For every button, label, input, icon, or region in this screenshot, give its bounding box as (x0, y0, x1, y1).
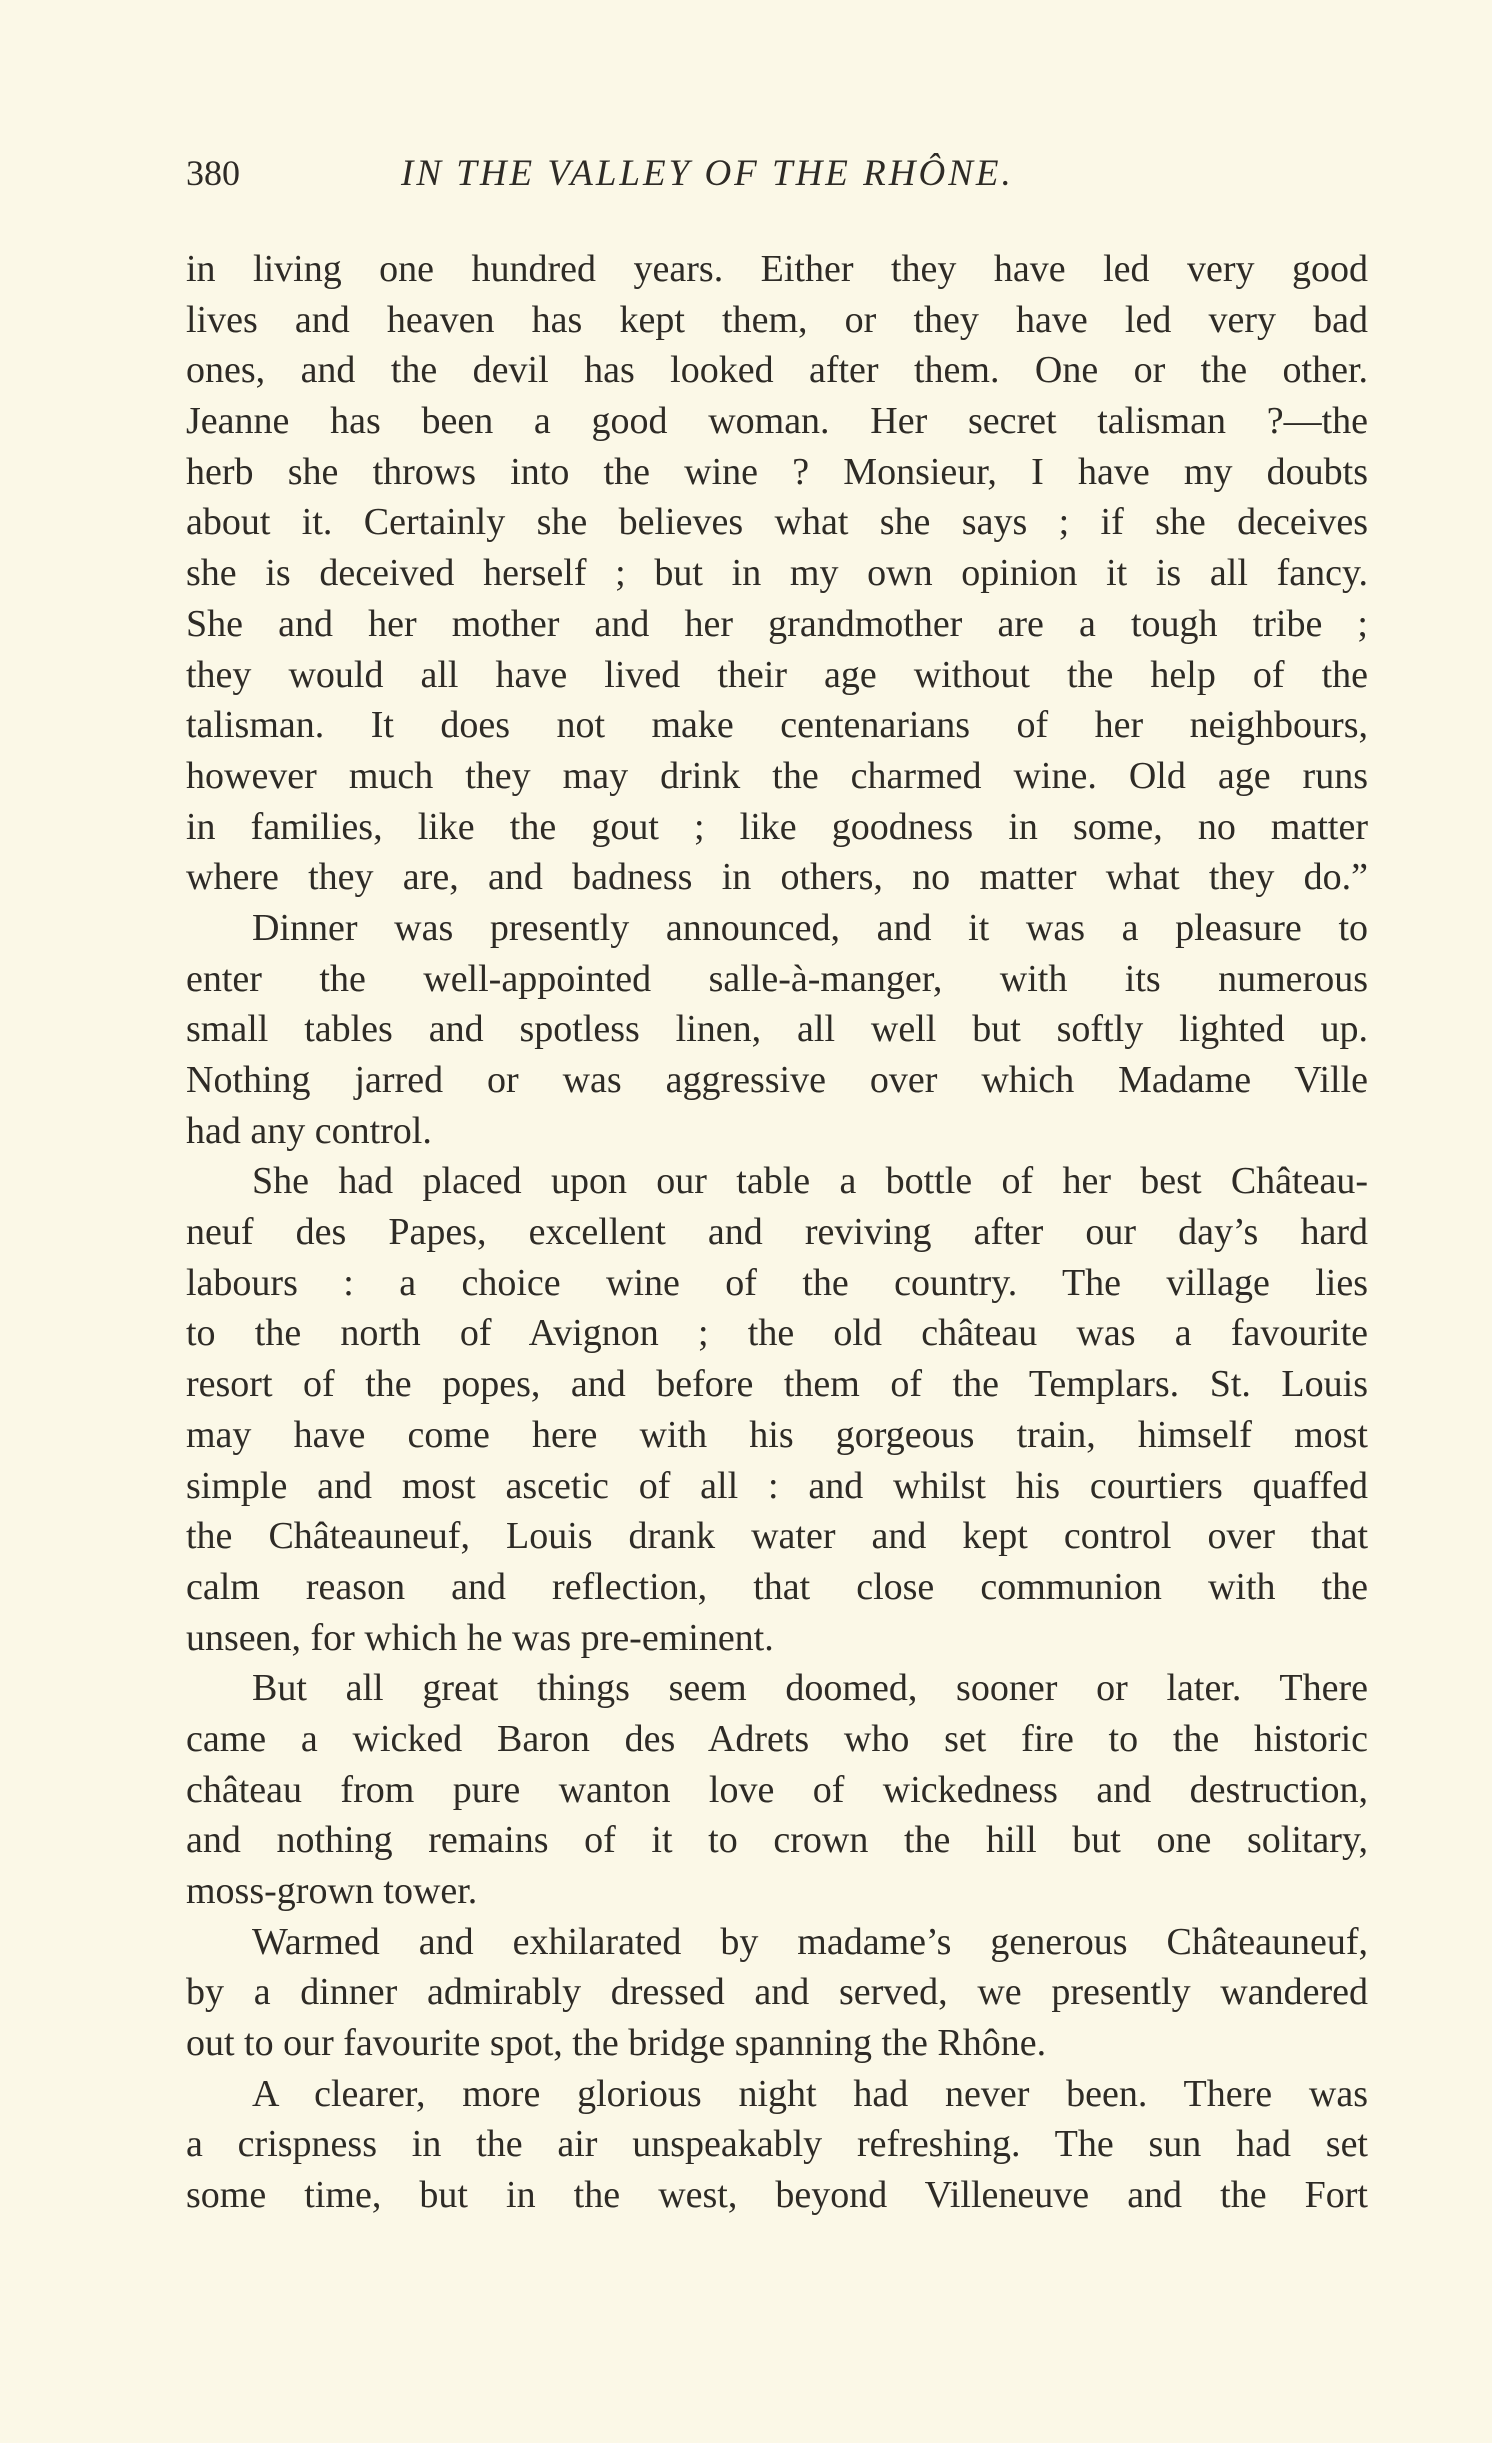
text-line: moss-grown tower. (186, 1870, 478, 1912)
text-line: unseen, for which he was pre-eminent. (186, 1616, 774, 1659)
text-line: Nothing jarred or was aggressive over which Madame Ville (186, 1059, 1368, 1101)
text-line: had any control. (186, 1109, 432, 1152)
text-line: resort of the popes, and before them of the Templars. St. Louis (186, 1363, 1368, 1406)
text-line: herb she throws into the wine ? Monsieur, I have my doubts (186, 450, 1368, 493)
text-line: in living one hundred years. Either they have led very good (186, 248, 1368, 290)
text-line: they would all have lived their age without the help of the (186, 653, 1368, 696)
paragraph (186, 2069, 1368, 2221)
paragraph (186, 1156, 1368, 1663)
text-line: enter the well-appointed salle-à-manger, with its numerous (186, 957, 1368, 1000)
text-line: labours : a choice wine of the country. The village lies (186, 1261, 1368, 1304)
text-line: a crispness in the air unspeakably refreshing. The sun had set (186, 2123, 1368, 2166)
text-line: Dinner was presently announced, and it was a pleasure to (252, 906, 1368, 949)
text-line: where they are, and badness in others, no matter what they do.” (186, 856, 1368, 899)
text-line: ones, and the devil has looked after them. One or the other. (186, 349, 1368, 392)
body-text (186, 244, 1368, 2221)
text-line: simple and most ascetic of all : and whilst his courtiers quaffed (186, 1464, 1368, 1507)
text-line: and nothing remains of it to crown the hill but one solitary, (186, 1819, 1368, 1862)
text-line: talisman. It does not make centenarians of her neighbours, (186, 704, 1368, 747)
text-line: She and her mother and her grandmother are a tough tribe ; (186, 602, 1368, 645)
text-line: may have come here with his gorgeous train, himself most (186, 1413, 1368, 1456)
page-number: 380 (186, 153, 240, 193)
text-line: some time, but in the west, beyond Villeneuve and the Fort (186, 2174, 1368, 2217)
text-line: in families, like the gout ; like goodness in some, no matter (186, 805, 1368, 848)
text-line: lives and heaven has kept them, or they have led very bad (186, 298, 1368, 341)
text-line: A clearer, more glorious night had never been. There was (252, 2072, 1368, 2115)
text-line: out to our favourite spot, the bridge spanning the Rhône. (186, 2022, 1047, 2065)
text-line: neuf des Papes, excellent and reviving after our day’s hard (186, 1211, 1368, 1254)
text-line: But all great things seem doomed, sooner or later. There (252, 1667, 1368, 1710)
text-line: by a dinner admirably dressed and served, we presently wandered (186, 1971, 1368, 2014)
text-line: about it. Certainly she believes what she says ; if she deceives (186, 501, 1368, 544)
text-line: to the north of Avignon ; the old château was a favourite (186, 1312, 1368, 1355)
text-line: Warmed and exhilarated by madame’s generous Châteauneuf, (252, 1920, 1368, 1963)
text-line: château from pure wanton love of wickedness and destruction, (186, 1768, 1368, 1811)
text-line: small tables and spotless linen, all well but softly lighted up. (186, 1008, 1368, 1051)
text-line: she is deceived herself ; but in my own opinion it is all fancy. (186, 552, 1368, 595)
text-line: the Châteauneuf, Louis drank water and kept control over that (186, 1515, 1368, 1558)
running-title: IN THE VALLEY OF THE RHÔNE. (401, 153, 1014, 194)
paragraph (186, 1917, 1368, 2069)
paragraph (186, 244, 1368, 903)
text-line: calm reason and reflection, that close communion with the (186, 1565, 1368, 1608)
text-line: however much they may drink the charmed wine. Old age runs (186, 754, 1368, 797)
paragraph (186, 1663, 1368, 1916)
running-header (186, 152, 1368, 202)
text-line: came a wicked Baron des Adrets who set fire to the historic (186, 1717, 1368, 1760)
text-line: Jeanne has been a good woman. Her secret talisman ?—the (186, 400, 1368, 443)
paragraph (186, 903, 1368, 1156)
text-line: She had placed upon our table a bottle of her best Château- (252, 1160, 1368, 1203)
